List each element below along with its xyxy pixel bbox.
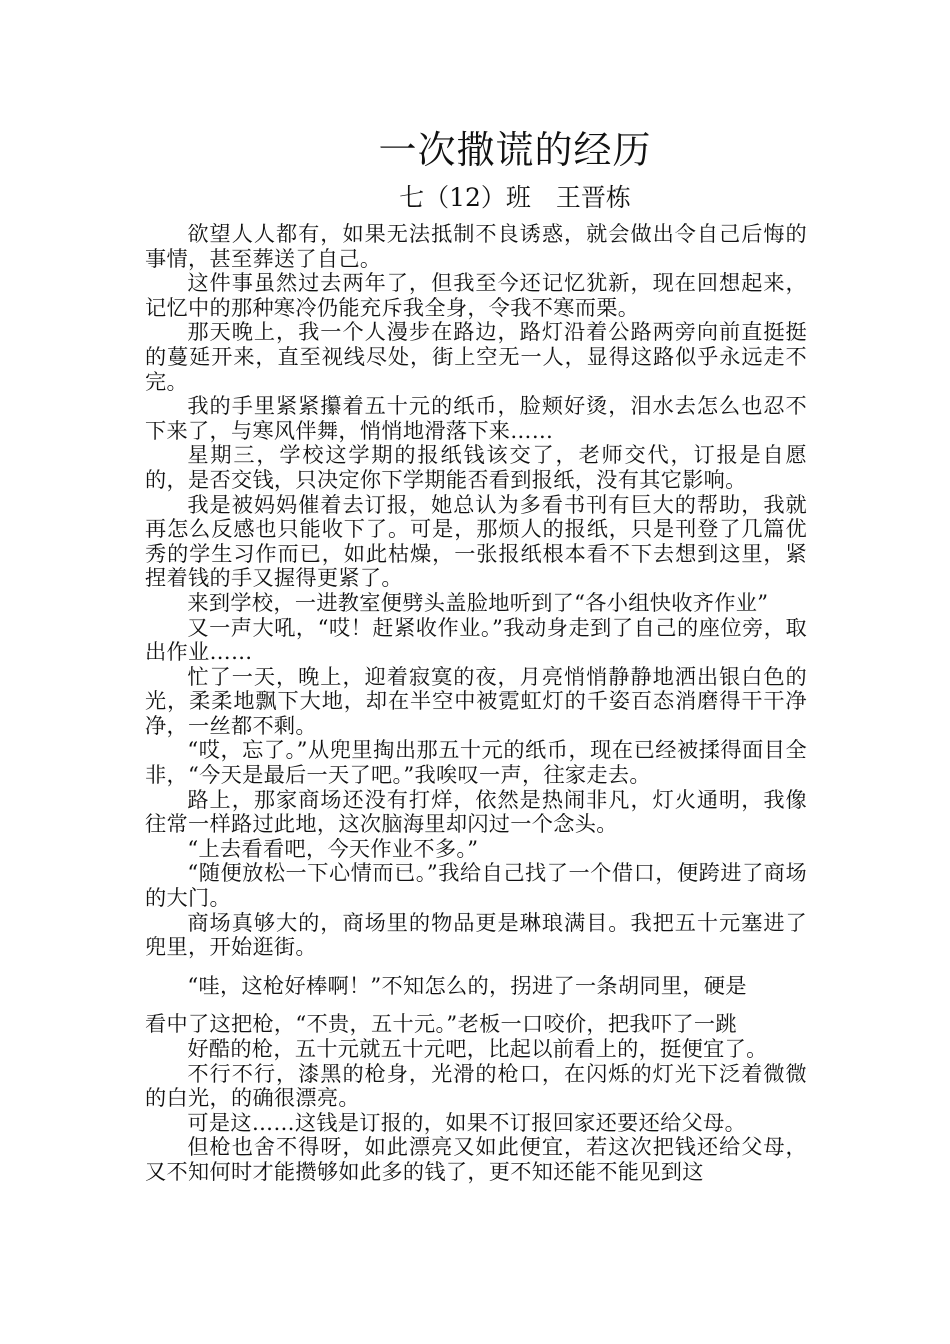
- paragraph: 那天晚上，我一个人漫步在路边，路灯沿着公路两旁向前直挺挺的蔓延开来，直至视线尽处，街上空无一人，显得这路似乎永远走不完。: [145, 319, 807, 394]
- paragraph: 忙了一天，晚上，迎着寂寞的夜，月亮悄悄静静地洒出银白色的光，柔柔地飘下大地，却在半空中被霓虹灯的千姿百态消磨得干干净净，一丝都不剩。: [145, 663, 807, 738]
- paragraph: 路上，那家商场还没有打烊，依然是热闹非凡，灯火通明，我像往常一样路过此地，这次脑海里却闪过一个念头。: [145, 786, 807, 837]
- document-body: [145, 222, 807, 1185]
- paragraph: 又一声大吼，“哎！赶紧收作业。”我动身走到了自己的座位旁，取出作业……: [145, 614, 807, 665]
- paragraph: “哎，忘了。”从兜里掏出那五十元的纸币，现在已经被揉得面目全非，“今天是最后一天了吧。”我唉叹一声，往家走去。: [145, 737, 807, 788]
- paragraph: 这件事虽然过去两年了，但我至今还记忆犹新，现在回想起来，记忆中的那种寒冷仍能充斥我全身，令我不寒而栗。: [145, 270, 807, 320]
- paragraph: 不行不行，漆黑的枪身，光滑的枪口，在闪烁的灯光下泛着微微的白光，的确很漂亮。: [145, 1060, 807, 1111]
- paragraph: 我的手里紧紧攥着五十元的纸币，脸颊好烫，泪水去怎么也忍不下来了，与寒风伴舞，悄悄地滑落下来……: [145, 393, 807, 443]
- paragraph: “随便放松一下心情而已。”我给自己找了一个借口，便跨进了商场的大门。: [145, 860, 807, 911]
- paragraph: “上去看看吧，今天作业不多。”: [187, 835, 479, 861]
- paragraph: 我是被妈妈催着去订报，她总认为多看书刊有巨大的帮助，我就再怎么反感也只能收下了。可是，那烦人的报纸，只是刊登了几篇优秀的学生习作而已，如此枯燥，一张报纸根本看不下去想到这里，紧捏着钱的手又握得更紧了。: [145, 491, 807, 591]
- paragraph: 可是这……这钱是订报的，如果不订报回家还要还给父母。: [187, 1109, 747, 1135]
- paragraph: 商场真够大的，商场里的物品更是琳琅满目。我把五十元塞进了兜里，开始逛街。: [145, 909, 807, 960]
- paragraph: 好酷的枪，五十元就五十元吧，比起以前看上的，挺便宜了。: [187, 1036, 768, 1061]
- paragraph: 欲望人人都有，如果无法抵制不良诱惑，就会做出令自己后悔的事情，甚至葬送了自己。: [145, 221, 807, 271]
- paragraph: 来到学校，一进教室便劈头盖脸地听到了“各小组快收齐作业”: [187, 589, 769, 615]
- paragraph: 但枪也舍不得呀，如此漂亮又如此便宜，若这次把钱还给父母，又不知何时才能攒够如此多的钱了，更不知还能不能见到这: [145, 1134, 807, 1184]
- document-title: 一次撒谎的经历: [378, 128, 652, 172]
- paragraph: “哇，这枪好棒啊！”不知怎么的，拐进了一条胡同里，硬是: [187, 972, 747, 998]
- paragraph: 看中了这把枪，“不贵，五十元。”老板一口咬价，把我吓了一跳: [145, 1011, 737, 1037]
- author-byline: 七（12）班 王晋栋: [399, 183, 631, 212]
- paragraph: 星期三，学校这学期的报纸钱该交了，老师交代，订报是自愿的，是否交钱，只决定你下学期能否看到报纸，没有其它影响。: [145, 442, 807, 492]
